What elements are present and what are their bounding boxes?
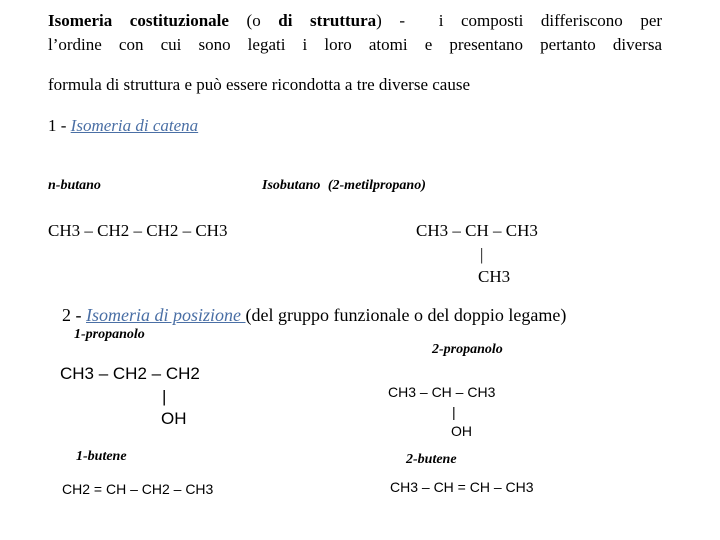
2-propanolo-bond: | <box>452 404 456 420</box>
isobutano-formula: CH3 – CH – CH3 <box>416 221 538 240</box>
2-butene-label: 2-butene <box>406 452 457 467</box>
1-butene-label: 1-butene <box>76 449 127 464</box>
isobutano-label: Isobutano (2-metilpropano) <box>262 178 426 193</box>
section-2-link[interactable]: Isomeria di posizione <box>86 305 246 325</box>
intro-line-2: l’ordine con cui sono legati i loro atomi e presentano pertanto diversa <box>48 35 662 54</box>
section-1-number: 1 - <box>48 116 71 135</box>
isobutano-bond: | <box>480 245 484 264</box>
intro-title: Isomeria costituzionale <box>48 11 229 30</box>
2-propanolo-formula: CH3 – CH – CH3 <box>388 384 496 400</box>
isobutano-branch: CH3 <box>478 267 511 286</box>
n-butano-formula: CH3 – CH2 – CH2 – CH3 <box>48 221 228 240</box>
intro-paren-open: (o <box>228 11 279 30</box>
2-butene-formula: CH3 – CH = CH – CH3 <box>390 479 534 495</box>
2-propanolo-label: 2-propanolo <box>432 342 503 357</box>
section-1-link[interactable]: Isomeria di catena <box>70 116 199 135</box>
2-propanolo-oh: OH <box>451 423 472 439</box>
intro-line-3: formula di struttura e può essere ricondotta a tre diverse cause <box>48 75 471 94</box>
1-propanolo-formula: CH3 – CH2 – CH2 <box>60 364 200 383</box>
intro-line-1-rest: i composti differiscono per <box>438 11 663 30</box>
1-propanolo-label: 1-propanolo <box>74 327 145 342</box>
intro-line-1 <box>48 10 662 32</box>
section-2-heading <box>62 305 566 326</box>
n-butano-label: n-butano <box>48 178 101 193</box>
section-2-number: 2 - <box>62 305 86 325</box>
intro-title-2: di struttura <box>278 11 377 30</box>
intro-paren-close: ) - <box>376 11 406 30</box>
section-2-note: (del gruppo funzionale o del doppio legame) <box>245 305 567 325</box>
section-1-heading <box>48 116 198 136</box>
1-butene-formula: CH2 = CH – CH2 – CH3 <box>62 481 214 497</box>
1-propanolo-bond: | <box>162 387 167 406</box>
1-propanolo-oh: OH <box>161 409 187 428</box>
